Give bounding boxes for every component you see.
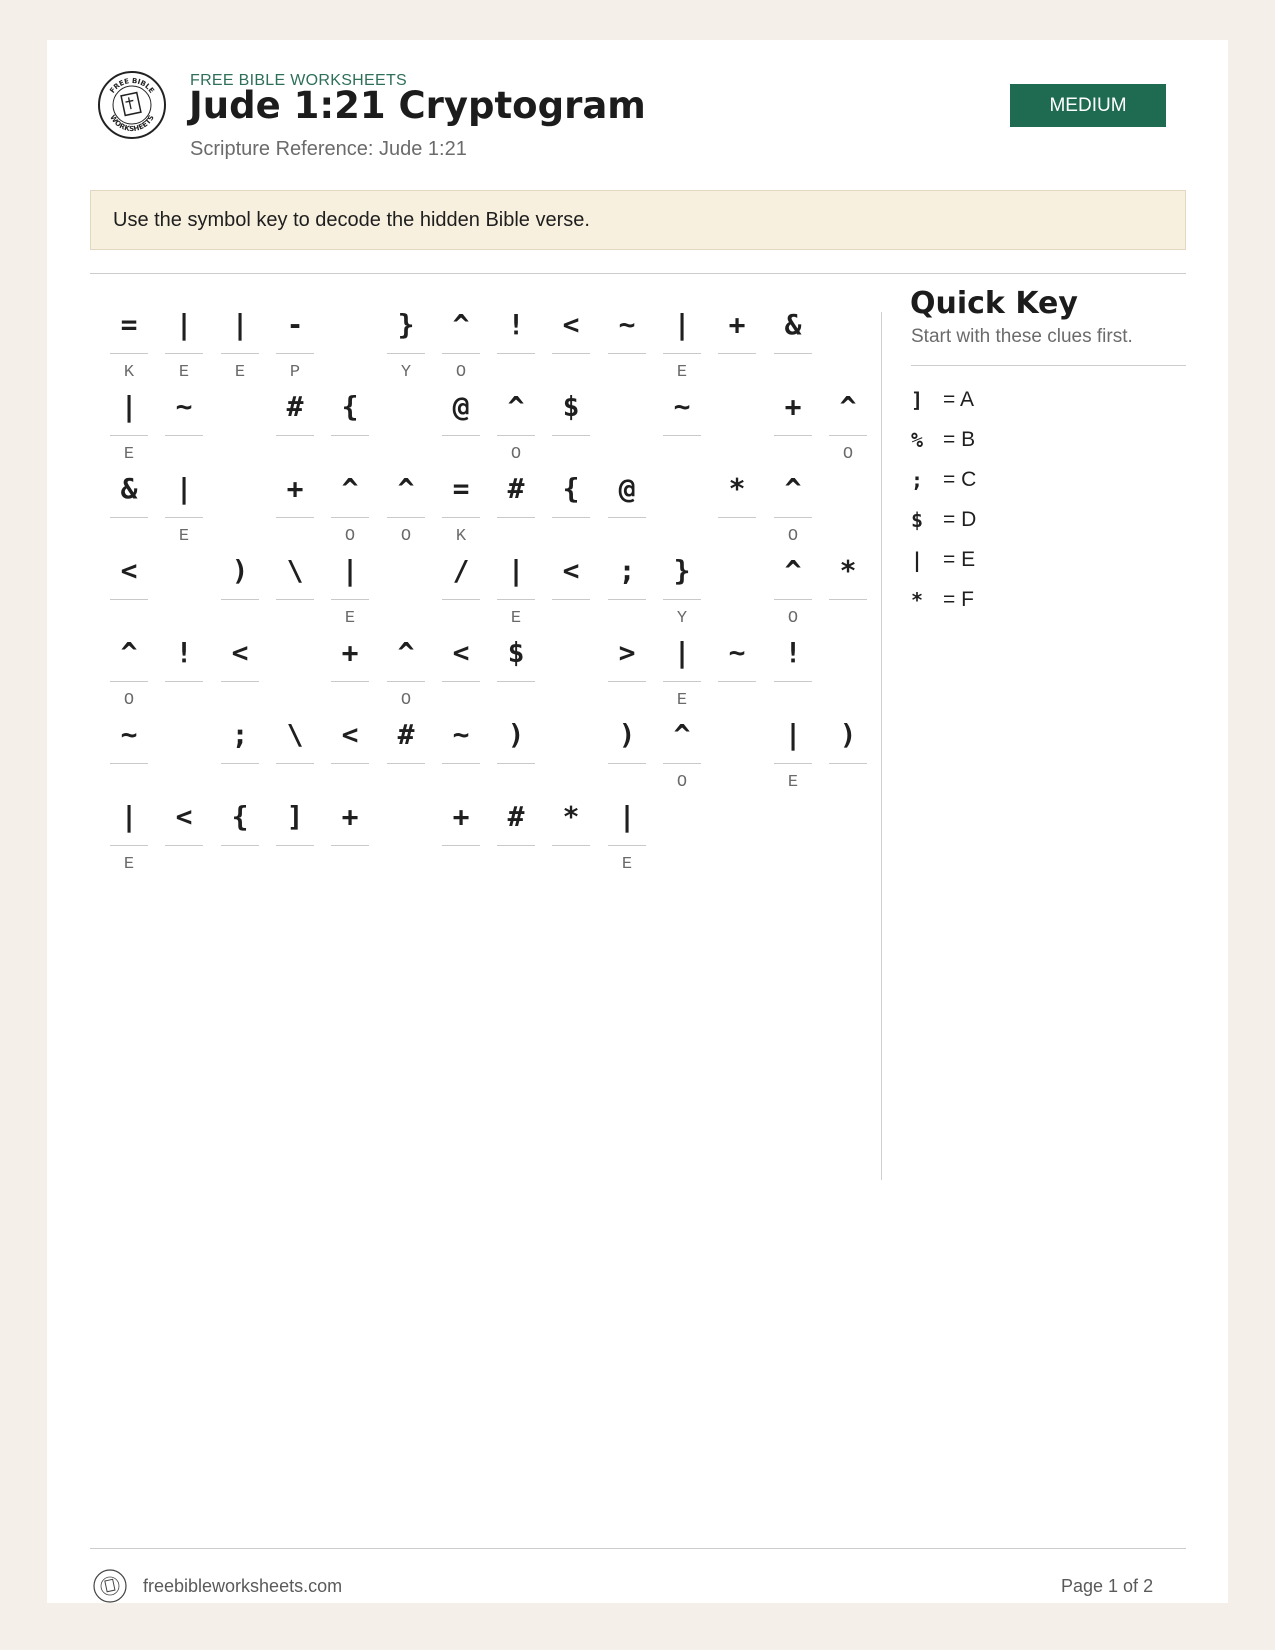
hint-letter: O: [842, 445, 854, 464]
cipher-cell: [497, 623, 535, 703]
cipher-cell: [110, 541, 148, 621]
hint-letter: E: [621, 855, 633, 874]
answer-line[interactable]: [497, 763, 535, 764]
cipher-symbol: }: [673, 553, 691, 587]
cipher-cell: [442, 295, 480, 382]
cipher-cell: [552, 295, 590, 375]
answer-line[interactable]: [718, 681, 756, 682]
svg-text:FREE BIBLE: FREE BIBLE: [108, 76, 156, 95]
answer-line[interactable]: [276, 599, 314, 600]
answer-line[interactable]: [331, 681, 369, 682]
hint-letter: E: [123, 855, 135, 874]
cipher-cell: [276, 377, 314, 457]
answer-line[interactable]: [774, 353, 812, 354]
cipher-cell: [387, 705, 425, 785]
cipher-cell: [442, 377, 480, 457]
difficulty-badge: MEDIUM: [1010, 84, 1166, 127]
answer-line[interactable]: [165, 517, 203, 518]
answer-line[interactable]: [663, 599, 701, 600]
cipher-symbol: |: [618, 799, 636, 833]
quick-key-entry: [911, 580, 1171, 620]
cipher-cell: [442, 541, 480, 621]
cipher-symbol: ^: [397, 635, 415, 669]
cipher-cell: [829, 705, 867, 785]
answer-line[interactable]: [165, 435, 203, 436]
instructions-text: Use the symbol key to decode the hidden Bible verse.: [113, 208, 590, 231]
key-symbol: *: [911, 588, 924, 612]
page-title: Jude 1:21 Cryptogram: [189, 84, 646, 127]
cipher-cell: [110, 377, 148, 464]
answer-line[interactable]: [110, 681, 148, 682]
cipher-cell: [165, 623, 203, 703]
key-letter: = E: [943, 548, 976, 571]
cipher-symbol: ;: [618, 553, 636, 587]
hint-letter: O: [455, 363, 467, 382]
answer-line[interactable]: [497, 353, 535, 354]
cipher-symbol: -: [286, 307, 304, 341]
cipher-symbol: >: [618, 635, 636, 669]
cipher-cell: [663, 705, 701, 792]
answer-line[interactable]: [608, 517, 646, 518]
cipher-symbol: !: [507, 307, 525, 341]
answer-line[interactable]: [276, 763, 314, 764]
cipher-symbol: ;: [231, 717, 249, 751]
answer-line[interactable]: [829, 763, 867, 764]
cryptogram-puzzle: [47, 40, 867, 940]
cipher-symbol: =: [452, 471, 470, 505]
cipher-symbol: #: [507, 471, 525, 505]
cipher-cell: [552, 541, 590, 621]
answer-line[interactable]: [663, 435, 701, 436]
key-symbol: ;: [911, 468, 924, 492]
cipher-cell: [552, 787, 590, 867]
cipher-cell: [774, 295, 812, 375]
cipher-symbol: |: [507, 553, 525, 587]
cipher-symbol: /: [452, 553, 470, 587]
answer-line[interactable]: [165, 353, 203, 354]
answer-line[interactable]: [110, 763, 148, 764]
answer-line[interactable]: [331, 845, 369, 846]
key-letter: = F: [943, 588, 974, 611]
answer-line[interactable]: [663, 353, 701, 354]
cipher-cell: [718, 459, 756, 539]
cipher-symbol: <: [452, 635, 470, 669]
cipher-symbol: =: [120, 307, 138, 341]
hint-letter: O: [787, 527, 799, 546]
answer-line[interactable]: [774, 435, 812, 436]
cipher-symbol: @: [452, 389, 470, 423]
cipher-symbol: ): [231, 553, 249, 587]
cipher-cell: [331, 623, 369, 703]
cipher-cell: [110, 787, 148, 874]
answer-line[interactable]: [497, 681, 535, 682]
answer-line[interactable]: [442, 435, 480, 436]
cipher-cell: [442, 623, 480, 703]
answer-line[interactable]: [165, 845, 203, 846]
cipher-symbol: $: [562, 389, 580, 423]
footer-site: freebibleworksheets.com: [143, 1576, 343, 1596]
cipher-cell: [331, 787, 369, 867]
hint-letter: K: [455, 527, 467, 546]
answer-line[interactable]: [110, 435, 148, 436]
quick-key-entry: [911, 420, 1171, 460]
answer-line[interactable]: [608, 845, 646, 846]
cipher-symbol: \: [286, 717, 304, 751]
answer-line[interactable]: [663, 763, 701, 764]
cipher-cell: [442, 705, 480, 785]
page-number: Page 1 of 2: [1061, 1576, 1154, 1596]
answer-line[interactable]: [497, 845, 535, 846]
cipher-symbol: <: [120, 553, 138, 587]
answer-line[interactable]: [110, 517, 148, 518]
cipher-symbol: |: [673, 635, 691, 669]
cipher-cell: [497, 459, 535, 539]
cipher-cell: [221, 705, 259, 785]
cipher-cell: [276, 459, 314, 539]
cipher-cell: [165, 787, 203, 867]
cipher-symbol: ^: [397, 471, 415, 505]
quick-key-entry: [911, 380, 1171, 420]
cipher-cell: [774, 705, 812, 792]
cipher-cell: [110, 459, 148, 539]
svg-text:WORKSHEETS: WORKSHEETS: [108, 113, 156, 134]
column-divider: [881, 312, 882, 1180]
cipher-symbol: ]: [286, 799, 304, 833]
hint-letter: Y: [400, 363, 412, 382]
answer-line[interactable]: [608, 599, 646, 600]
key-letter: = C: [943, 468, 977, 491]
answer-line[interactable]: [774, 517, 812, 518]
quick-key-entry: [911, 540, 1171, 580]
cipher-symbol: {: [562, 471, 580, 505]
cipher-symbol: ^: [673, 717, 691, 751]
cipher-cell: [774, 541, 812, 628]
cipher-cell: [331, 541, 369, 628]
cipher-cell: [608, 541, 646, 621]
cipher-cell: [497, 295, 535, 375]
answer-line[interactable]: [221, 845, 259, 846]
answer-line[interactable]: [552, 517, 590, 518]
cipher-cell: [608, 295, 646, 375]
answer-line[interactable]: [221, 763, 259, 764]
answer-line[interactable]: [442, 517, 480, 518]
answer-line[interactable]: [497, 435, 535, 436]
quick-key-title: Quick Key: [910, 286, 1078, 321]
answer-line[interactable]: [387, 763, 425, 764]
answer-line[interactable]: [442, 763, 480, 764]
cipher-symbol: |: [231, 307, 249, 341]
quick-key-subtitle: Start with these clues first.: [911, 326, 1133, 347]
key-letter: = B: [943, 428, 976, 451]
cipher-cell: [331, 705, 369, 785]
cipher-symbol: |: [784, 717, 802, 751]
hint-letter: Y: [676, 609, 688, 628]
hint-letter: E: [178, 363, 190, 382]
answer-line[interactable]: [718, 517, 756, 518]
cipher-cell: [608, 787, 646, 874]
hint-letter: O: [400, 691, 412, 710]
cipher-cell: [110, 623, 148, 710]
answer-line[interactable]: [276, 435, 314, 436]
cipher-cell: [663, 377, 701, 457]
answer-line[interactable]: [774, 681, 812, 682]
cipher-cell: [221, 623, 259, 703]
answer-line[interactable]: [663, 681, 701, 682]
cipher-cell: [663, 623, 701, 710]
cipher-symbol: +: [452, 799, 470, 833]
cipher-symbol: <: [231, 635, 249, 669]
cipher-symbol: ^: [120, 635, 138, 669]
hint-letter: K: [123, 363, 135, 382]
answer-line[interactable]: [276, 517, 314, 518]
cipher-symbol: ^: [341, 471, 359, 505]
brand-label: FREE BIBLE WORKSHEETS: [190, 72, 408, 89]
cipher-cell: [608, 705, 646, 785]
answer-line[interactable]: [608, 353, 646, 354]
cipher-cell: [552, 459, 590, 539]
hint-letter: O: [400, 527, 412, 546]
key-letter: = A: [943, 388, 974, 411]
answer-line[interactable]: [497, 599, 535, 600]
cipher-cell: [497, 541, 535, 628]
cipher-symbol: {: [341, 389, 359, 423]
cipher-symbol: |: [175, 307, 193, 341]
answer-line[interactable]: [442, 353, 480, 354]
quick-key-divider: [911, 365, 1186, 366]
cipher-cell: [165, 377, 203, 457]
cipher-symbol: <: [562, 307, 580, 341]
footer-divider: [90, 1548, 1186, 1549]
cipher-cell: [497, 705, 535, 785]
cipher-symbol: @: [618, 471, 636, 505]
cipher-symbol: &: [120, 471, 138, 505]
cipher-symbol: *: [839, 553, 857, 587]
answer-line[interactable]: [221, 353, 259, 354]
cipher-cell: [331, 459, 369, 546]
cipher-cell: [608, 459, 646, 539]
cipher-cell: [774, 377, 812, 457]
cipher-cell: [165, 295, 203, 382]
cipher-cell: [663, 541, 701, 628]
cipher-symbol: #: [507, 799, 525, 833]
answer-line[interactable]: [829, 599, 867, 600]
quick-key-list: [911, 380, 1171, 620]
cipher-symbol: +: [728, 307, 746, 341]
cipher-cell: [110, 295, 148, 382]
answer-line[interactable]: [718, 353, 756, 354]
answer-line[interactable]: [110, 845, 148, 846]
cipher-symbol: *: [562, 799, 580, 833]
answer-line[interactable]: [552, 353, 590, 354]
cipher-symbol: +: [341, 799, 359, 833]
cipher-cell: [774, 623, 812, 703]
cipher-cell: [608, 623, 646, 703]
cipher-symbol: !: [175, 635, 193, 669]
hint-letter: E: [344, 609, 356, 628]
cipher-symbol: !: [784, 635, 802, 669]
cipher-symbol: ~: [175, 389, 193, 423]
cipher-symbol: $: [507, 635, 525, 669]
hint-letter: O: [787, 609, 799, 628]
cipher-symbol: ^: [452, 307, 470, 341]
answer-line[interactable]: [331, 599, 369, 600]
cipher-cell: [387, 623, 425, 710]
cipher-cell: [552, 377, 590, 457]
answer-line[interactable]: [497, 517, 535, 518]
hint-letter: O: [344, 527, 356, 546]
cipher-symbol: +: [286, 471, 304, 505]
cipher-symbol: &: [784, 307, 802, 341]
answer-line[interactable]: [387, 517, 425, 518]
cipher-cell: [387, 295, 425, 382]
cipher-symbol: <: [562, 553, 580, 587]
answer-line[interactable]: [552, 435, 590, 436]
hint-letter: O: [676, 773, 688, 792]
cipher-cell: [221, 541, 259, 621]
answer-line[interactable]: [608, 681, 646, 682]
cipher-symbol: *: [728, 471, 746, 505]
answer-line[interactable]: [442, 599, 480, 600]
cipher-symbol: ): [507, 717, 525, 751]
answer-line[interactable]: [552, 599, 590, 600]
cipher-cell: [442, 787, 480, 867]
cipher-symbol: \: [286, 553, 304, 587]
cipher-symbol: |: [341, 553, 359, 587]
cipher-cell: [774, 459, 812, 546]
cipher-symbol: <: [175, 799, 193, 833]
hint-letter: E: [510, 609, 522, 628]
answer-line[interactable]: [110, 599, 148, 600]
cipher-cell: [442, 459, 480, 546]
cipher-symbol: ): [618, 717, 636, 751]
cipher-symbol: {: [231, 799, 249, 833]
cipher-symbol: <: [341, 717, 359, 751]
cipher-cell: [276, 295, 314, 382]
key-symbol: |: [911, 548, 924, 572]
cipher-cell: [497, 377, 535, 464]
cipher-symbol: ~: [452, 717, 470, 751]
answer-line[interactable]: [608, 763, 646, 764]
hint-letter: E: [787, 773, 799, 792]
key-symbol: $: [911, 508, 924, 532]
cipher-symbol: ): [839, 717, 857, 751]
answer-line[interactable]: [276, 845, 314, 846]
hint-letter: O: [510, 445, 522, 464]
cipher-symbol: +: [784, 389, 802, 423]
hint-letter: E: [676, 691, 688, 710]
answer-line[interactable]: [331, 517, 369, 518]
quick-key-entry: [911, 500, 1171, 540]
hint-letter: E: [234, 363, 246, 382]
answer-line[interactable]: [331, 763, 369, 764]
answer-line[interactable]: [387, 681, 425, 682]
cipher-cell: [221, 295, 259, 382]
answer-line[interactable]: [387, 353, 425, 354]
key-symbol: %: [911, 428, 924, 452]
cipher-cell: [221, 787, 259, 867]
answer-line[interactable]: [442, 681, 480, 682]
answer-line[interactable]: [110, 353, 148, 354]
cipher-symbol: ^: [507, 389, 525, 423]
hint-letter: E: [123, 445, 135, 464]
cipher-cell: [331, 377, 369, 457]
cipher-symbol: |: [673, 307, 691, 341]
cipher-cell: [165, 459, 203, 546]
cipher-cell: [497, 787, 535, 867]
cipher-cell: [663, 295, 701, 382]
hint-letter: O: [123, 691, 135, 710]
footer-logo-icon: [93, 1569, 127, 1603]
cipher-symbol: |: [120, 799, 138, 833]
worksheet-page: [47, 40, 1228, 1603]
cipher-symbol: |: [120, 389, 138, 423]
cipher-symbol: ^: [839, 389, 857, 423]
answer-line[interactable]: [442, 845, 480, 846]
hint-letter: E: [178, 527, 190, 546]
cipher-cell: [718, 623, 756, 703]
cipher-cell: [718, 295, 756, 375]
cipher-cell: [110, 705, 148, 785]
hint-letter: P: [289, 363, 301, 382]
answer-line[interactable]: [331, 435, 369, 436]
cipher-cell: [829, 541, 867, 621]
scripture-reference: Scripture Reference: Jude 1:21: [190, 138, 467, 160]
cipher-cell: [276, 541, 314, 621]
cipher-symbol: ~: [618, 307, 636, 341]
answer-line[interactable]: [165, 681, 203, 682]
cipher-symbol: ~: [673, 389, 691, 423]
cipher-symbol: ^: [784, 553, 802, 587]
answer-line[interactable]: [221, 599, 259, 600]
answer-line[interactable]: [774, 599, 812, 600]
cipher-symbol: ~: [728, 635, 746, 669]
cipher-symbol: ~: [120, 717, 138, 751]
cipher-cell: [829, 377, 867, 464]
cipher-symbol: ^: [784, 471, 802, 505]
quick-key-entry: [911, 460, 1171, 500]
key-letter: = D: [943, 508, 977, 531]
cipher-symbol: |: [175, 471, 193, 505]
cipher-cell: [387, 459, 425, 546]
cipher-symbol: +: [341, 635, 359, 669]
cipher-symbol: }: [397, 307, 415, 341]
cipher-cell: [276, 787, 314, 867]
hint-letter: E: [676, 363, 688, 382]
answer-line[interactable]: [221, 681, 259, 682]
answer-line[interactable]: [276, 353, 314, 354]
cipher-symbol: #: [397, 717, 415, 751]
answer-line[interactable]: [829, 435, 867, 436]
answer-line[interactable]: [552, 845, 590, 846]
answer-line[interactable]: [774, 763, 812, 764]
cipher-cell: [276, 705, 314, 785]
key-symbol: ]: [911, 388, 924, 412]
cipher-symbol: #: [286, 389, 304, 423]
